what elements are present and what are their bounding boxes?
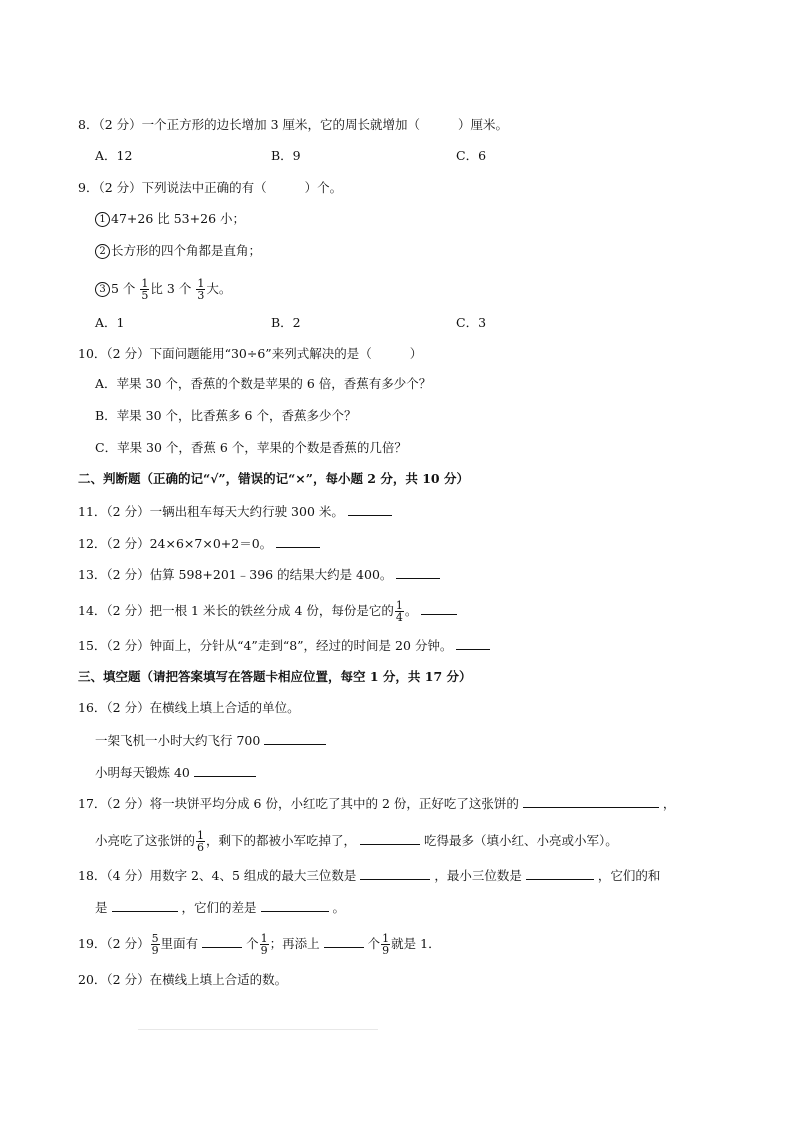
q8-text-end: ）厘米。 [458, 117, 509, 132]
q10-option-b: B．苹果 30 个，比香蕉多 6 个，香蕉多少个？ [95, 408, 357, 423]
q10-option-a: A．苹果 30 个，香蕉的个数是苹果的 6 倍，香蕉有多少个？ [95, 376, 432, 391]
circled-number-3: 3 [95, 282, 110, 297]
answer-blank[interactable] [324, 935, 364, 948]
section-3-heading: 三、填空题（请把答案填写在答题卡相应位置，每空 1 分，共 17 分） [78, 669, 472, 684]
q8-option-a: A．12 [95, 148, 133, 163]
answer-blank[interactable] [194, 764, 256, 777]
section-2-heading: 二、判断题（正确的记“√”，错误的记“×”，每小题 2 分，共 10 分） [78, 471, 469, 486]
answer-blank[interactable] [112, 899, 178, 912]
fraction-one-quarter: $\frac{1}{4}$ [395, 599, 403, 624]
answer-blank[interactable] [348, 503, 392, 516]
answer-blank[interactable] [261, 899, 329, 912]
question-16: 16．（2 分）在横线上填上合适的单位。 [78, 700, 300, 715]
question-8 [78, 117, 508, 133]
question-10: 10．（2 分）下面问题能用“30÷6”来列式解决的是（ ） [78, 346, 423, 361]
q17-line-2: 小亮吃了这张饼的 $\frac{1}{6}$ ，剩下的都被小军吃掉了， 吃得最多（填小红、小亮或小军）。 [95, 829, 618, 854]
q16-line-2: 小明每天锻炼 40 [95, 764, 260, 781]
q8-text: 8．（2 分）一个正方形的边长增加 3 厘米，它的周长就增加（ [78, 117, 421, 132]
answer-blank[interactable] [276, 535, 320, 548]
footer-divider [138, 1029, 378, 1030]
fraction-one-sixth: $\frac{1}{6}$ [197, 829, 205, 854]
q8-option-b: B．9 [271, 148, 301, 163]
answer-blank[interactable] [202, 935, 242, 948]
question-18: 18．（4 分）用数字 2、4、5 组成的最大三位数是 ，最小三位数是 ，它们的和 [78, 868, 661, 883]
q10-option-c: C．苹果 30 个，香蕉 6 个，苹果的个数是香蕉的几倍？ [95, 440, 407, 455]
question-12: 12．（2 分）24×6×7×0+2＝0。 [78, 535, 324, 552]
q10-text: 10．（2 分）下面问题能用“30÷6”来列式解决的是（ [78, 346, 372, 361]
q18-line-2: 是 ，它们的差是 。 [95, 900, 346, 915]
circled-number-1: 1 [95, 212, 110, 227]
q9-option-b: B．2 [271, 315, 301, 330]
question-9 [78, 180, 342, 196]
answer-blank[interactable] [526, 867, 594, 880]
question-17: 17．（2 分）将一块饼平均分成 6 份，小红吃了其中的 2 份，正好吃了这张饼的 ， [78, 796, 676, 811]
q9-statement-3: 3 5 个 $\frac{1}{5}$ 比 3 个 $\frac{1}{3}$ 大。 [95, 278, 231, 301]
answer-blank[interactable] [523, 795, 659, 808]
q9-text: 9．（2 分）下列说法中正确的有（ [78, 180, 267, 195]
fraction-five-ninths: $\frac{5}{9}$ [151, 932, 159, 957]
answer-blank[interactable] [396, 566, 440, 579]
question-11: 11．（2 分）一辆出租车每天大约行驶 300 米。 [78, 503, 396, 520]
circled-number-2: 2 [95, 244, 110, 259]
fraction-one-ninth: $\frac{1}{9}$ [382, 932, 390, 957]
q9-option-a: A．1 [95, 315, 125, 330]
q9-statement-2: 2 长方形的四个角都是直角； [95, 243, 261, 259]
question-13: 13．（2 分）估算 598+201﹣396 的结果大约是 400。 [78, 566, 444, 583]
answer-blank[interactable] [456, 637, 490, 650]
q9-option-c: C．3 [456, 315, 487, 330]
answer-blank[interactable] [264, 732, 326, 745]
q9-statement-1: 1 47+26 比 53+26 小； [95, 211, 245, 227]
answer-blank[interactable] [360, 832, 420, 845]
question-14: 14．（2 分）把一根 1 米长的铁丝分成 4 份，每份是它的 $\frac{1}{4}$ 。 [78, 600, 461, 623]
q16-line-1: 一架飞机一小时大约飞行 700 [95, 732, 330, 749]
q8-option-c: C．6 [456, 148, 487, 163]
fraction-one-third: $\frac{1}{3}$ [197, 277, 205, 302]
question-20: 20．（2 分）在横线上填上合适的数。 [78, 972, 288, 987]
question-19: 19．（2 分） $\frac{5}{9}$ 里面有 个 $\frac{1}{9}$ ；再添上 个 $\frac{1}{9}$ 就是 1． [78, 932, 441, 957]
answer-blank[interactable] [360, 867, 430, 880]
question-15: 15．（2 分）钟面上，分针从“4”走到“8”，经过的时间是 20 分钟。 [78, 637, 494, 654]
q9-text-end: ）个。 [304, 180, 343, 195]
answer-blank[interactable] [421, 602, 457, 615]
fraction-one-fifth: $\frac{1}{5}$ [141, 277, 149, 302]
fraction-one-ninth: $\frac{1}{9}$ [260, 932, 268, 957]
